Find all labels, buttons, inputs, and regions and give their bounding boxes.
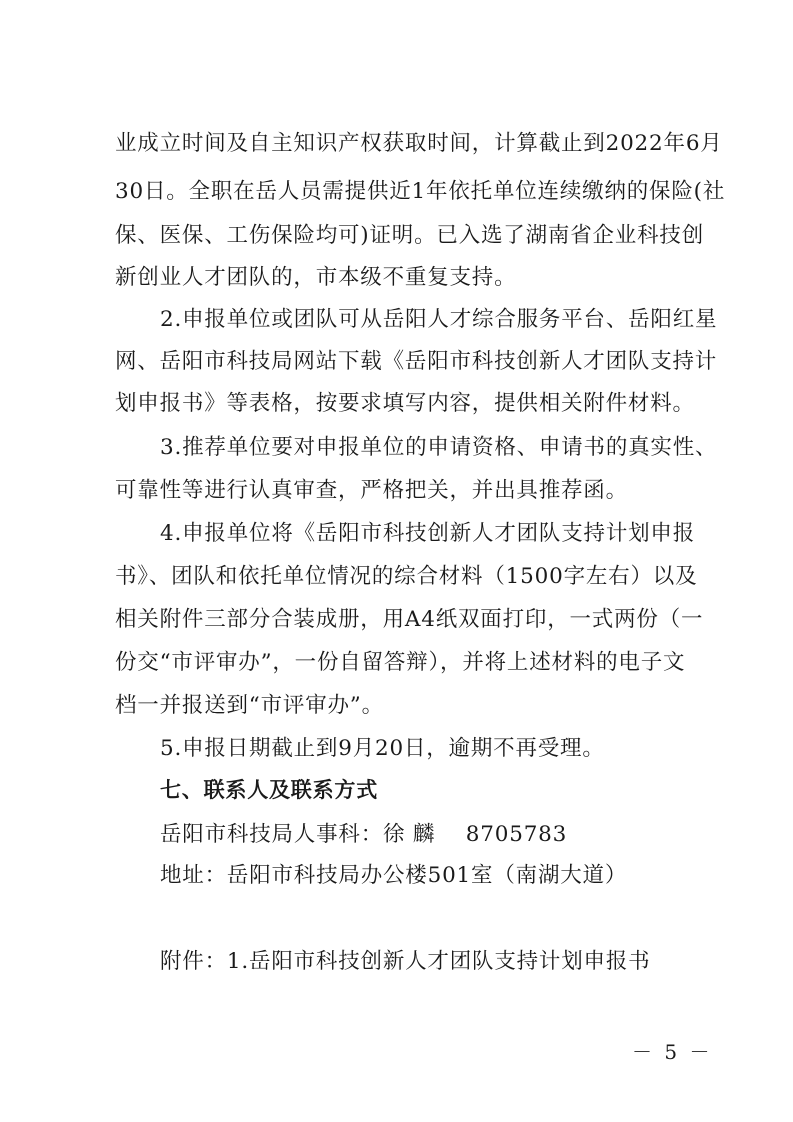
paragraph-line: 可靠性等进行认真审查，严格把关，并出具推荐函。 [115,478,628,503]
paragraph-line: 相关附件三部分合装成册，用A4纸双面打印，一式两份（一 [115,607,704,632]
contact-person: 岳阳市科技局人事科：徐 麟 8705783 [160,822,568,847]
section-heading: 七、联系人及联系方式 [160,778,378,802]
attachment-line: 附件：1.岳阳市科技创新人才团队支持计划申报书 [160,949,651,974]
paragraph-line: 业成立时间及自主知识产权获取时间，计算截止到2022年6月 [115,131,723,156]
page-number: － 5 － [632,1040,713,1064]
paragraph-line: 划申报书》等表格，按要求填写内容，提供相关附件材料。 [115,391,695,416]
paragraph-line: 档一并报送到“市评审办”。 [115,693,384,718]
paragraph-line: 3.推荐单位要对申报单位的申请资格、申请书的真实性、 [160,435,718,460]
paragraph-line: 2.申报单位或团队可从岳阳人才综合服务平台、岳阳红星 [160,307,718,332]
contact-address: 地址：岳阳市科技局办公楼501室（南湖大道） [160,863,628,888]
paragraph-line: 新创业人才团队的，市本级不重复支持。 [115,265,517,290]
paragraph-line: 书》、团队和依托单位情况的综合材料（1500字左右）以及 [115,564,698,589]
paragraph-line: 网、岳阳市科技局网站下载《岳阳市科技创新人才团队支持计 [115,349,718,374]
paragraph-line: 5.申报日期截止到9月20日，逾期不再受理。 [160,736,605,761]
paragraph-line: 4.申报单位将《岳阳市科技创新人才团队支持计划申报 [160,521,696,546]
paragraph-line: 份交“市评审办”，一份自留答辩），并将上述材料的电子文 [115,650,686,675]
paragraph-line: 30日。全职在岳人员需提供近1年依托单位连续缴纳的保险(社 [115,179,726,204]
paragraph-line: 保、医保、工伤保险均可)证明。已入选了湖南省企业科技创 [115,223,704,248]
